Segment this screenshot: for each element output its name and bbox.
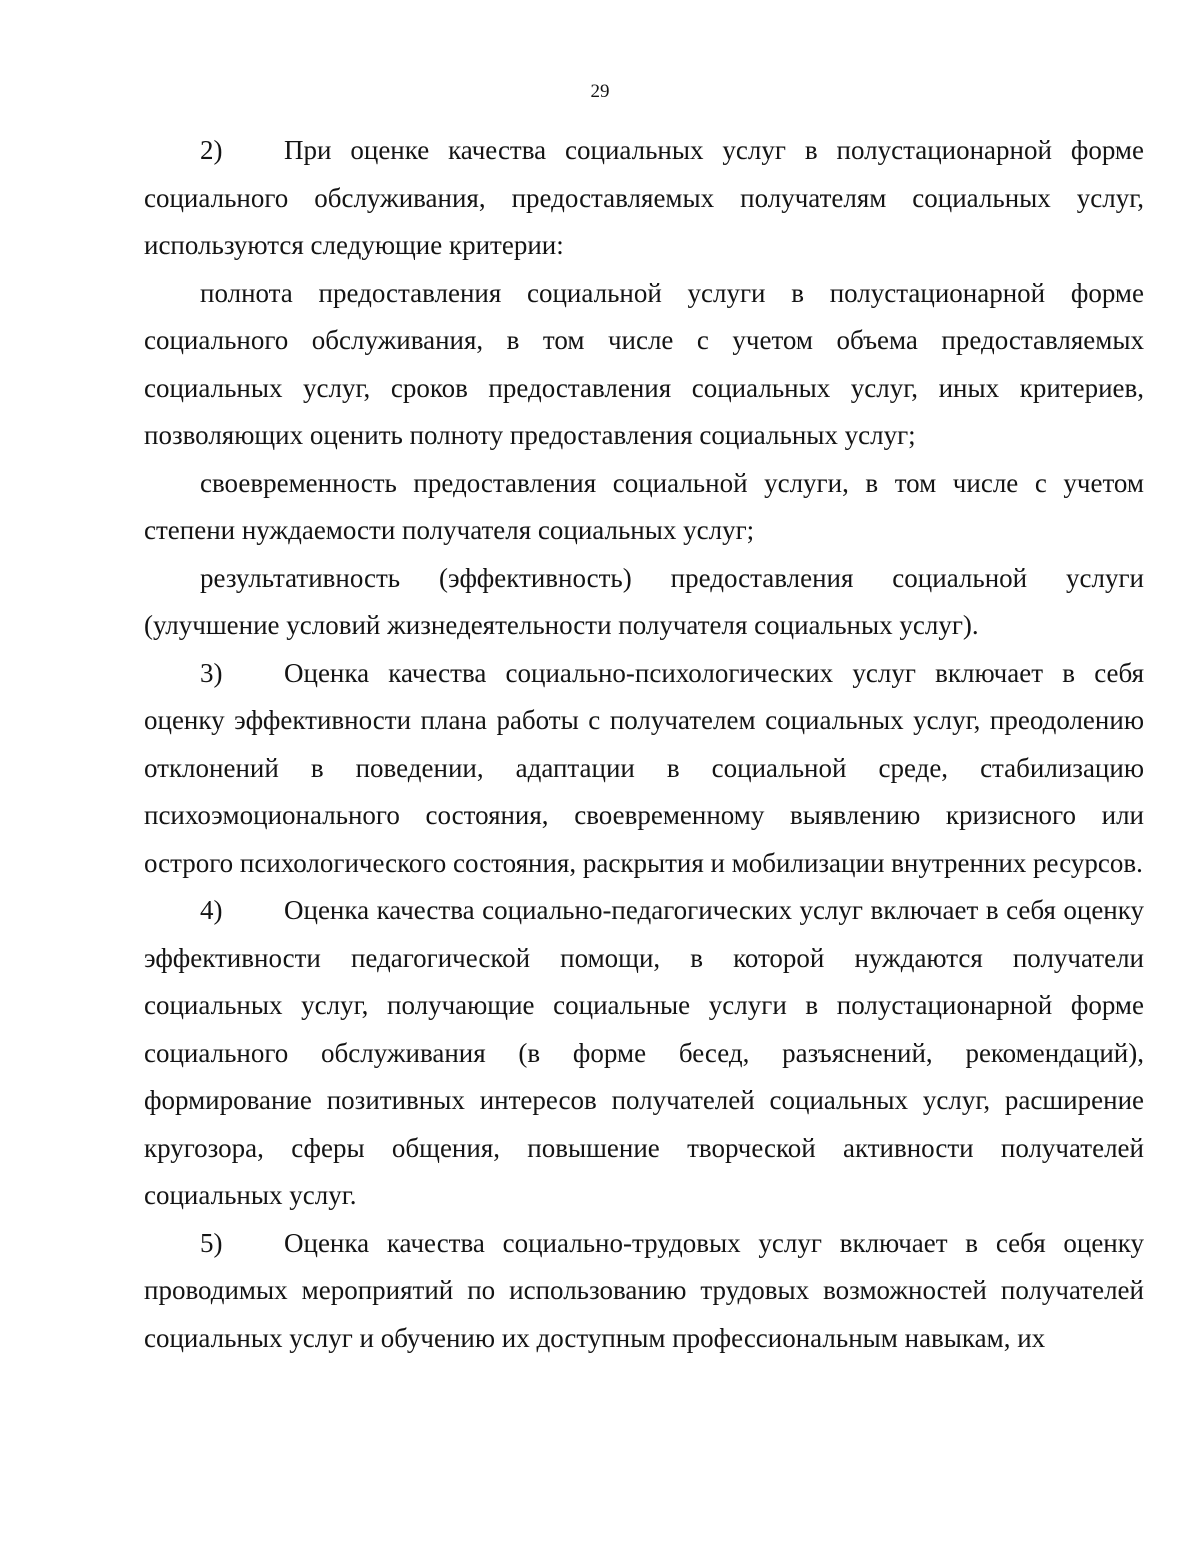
paragraph-text: Оценка качества социально-педагогических услуг включает в себя оценку эффективности педагогической помощи, в которой нуждаются получатели социальных услуг, получающие социальные услуги в полустационарной форме социального обслуживания (в форме бесед, разъяснений, рекомендаций), формирование позитивных интересов получателей социальных услуг, расширение кругозора, сферы общения, повышение творческой активности получателей социальных услуг. — [144, 895, 1144, 1210]
paragraph-criteria-intro — [144, 127, 1144, 270]
paragraph-psychological-services — [144, 650, 1144, 888]
paragraph-text: своевременность предоставления социальной услуги, в том числе с учетом степени нуждаемости получателя социальных услуг; — [144, 467, 1144, 545]
paragraph-text: Оценка качества социально-трудовых услуг включает в себя оценку проводимых мероприятий по использованию трудовых возможностей получателей социальных услуг и обучению их доступным профессиональным навыкам, их — [144, 1227, 1144, 1353]
document-body — [144, 127, 1144, 1362]
paragraph-labor-services — [144, 1220, 1144, 1363]
paragraph-criterion-timeliness — [144, 460, 1144, 555]
item-number: 2) — [200, 135, 223, 165]
page-number: 29 — [590, 81, 610, 102]
paragraph-text: результативность (эффективность) предоставления социальной услуги (улучшение условий жизнедеятельности получателя социальных услуг). — [144, 562, 1144, 640]
paragraph-text: полнота предоставления социальной услуги в полустационарной форме социального обслуживания, в том числе с учетом объема предоставляемых социальных услуг, сроков предоставления социальных услуг, иных критериев, позволяющих оценить полноту предоставления социальных услуг; — [144, 277, 1144, 450]
paragraph-criterion-completeness — [144, 270, 1144, 460]
paragraph-criterion-effectiveness — [144, 555, 1144, 650]
paragraph-text: Оценка качества социально-психологических услуг включает в себя оценку эффективности плана работы с получателем социальных услуг, преодолению отклонений в поведении, адаптации в социальной среде, стабилизацию психоэмоционального состояния, своевременному выявлению кризисного или острого психологического состояния, раскрытия и мобилизации внутренних ресурсов. — [144, 657, 1144, 878]
item-number: 4) — [200, 895, 223, 925]
item-number: 3) — [200, 657, 223, 688]
item-number: 5) — [200, 1227, 223, 1258]
paragraph-pedagogical-services — [144, 887, 1144, 1220]
paragraph-text: При оценке качества социальных услуг в полустационарной форме социального обслуживания, предоставляемых получателям социальных услуг, используются следующие критерии: — [144, 135, 1144, 260]
